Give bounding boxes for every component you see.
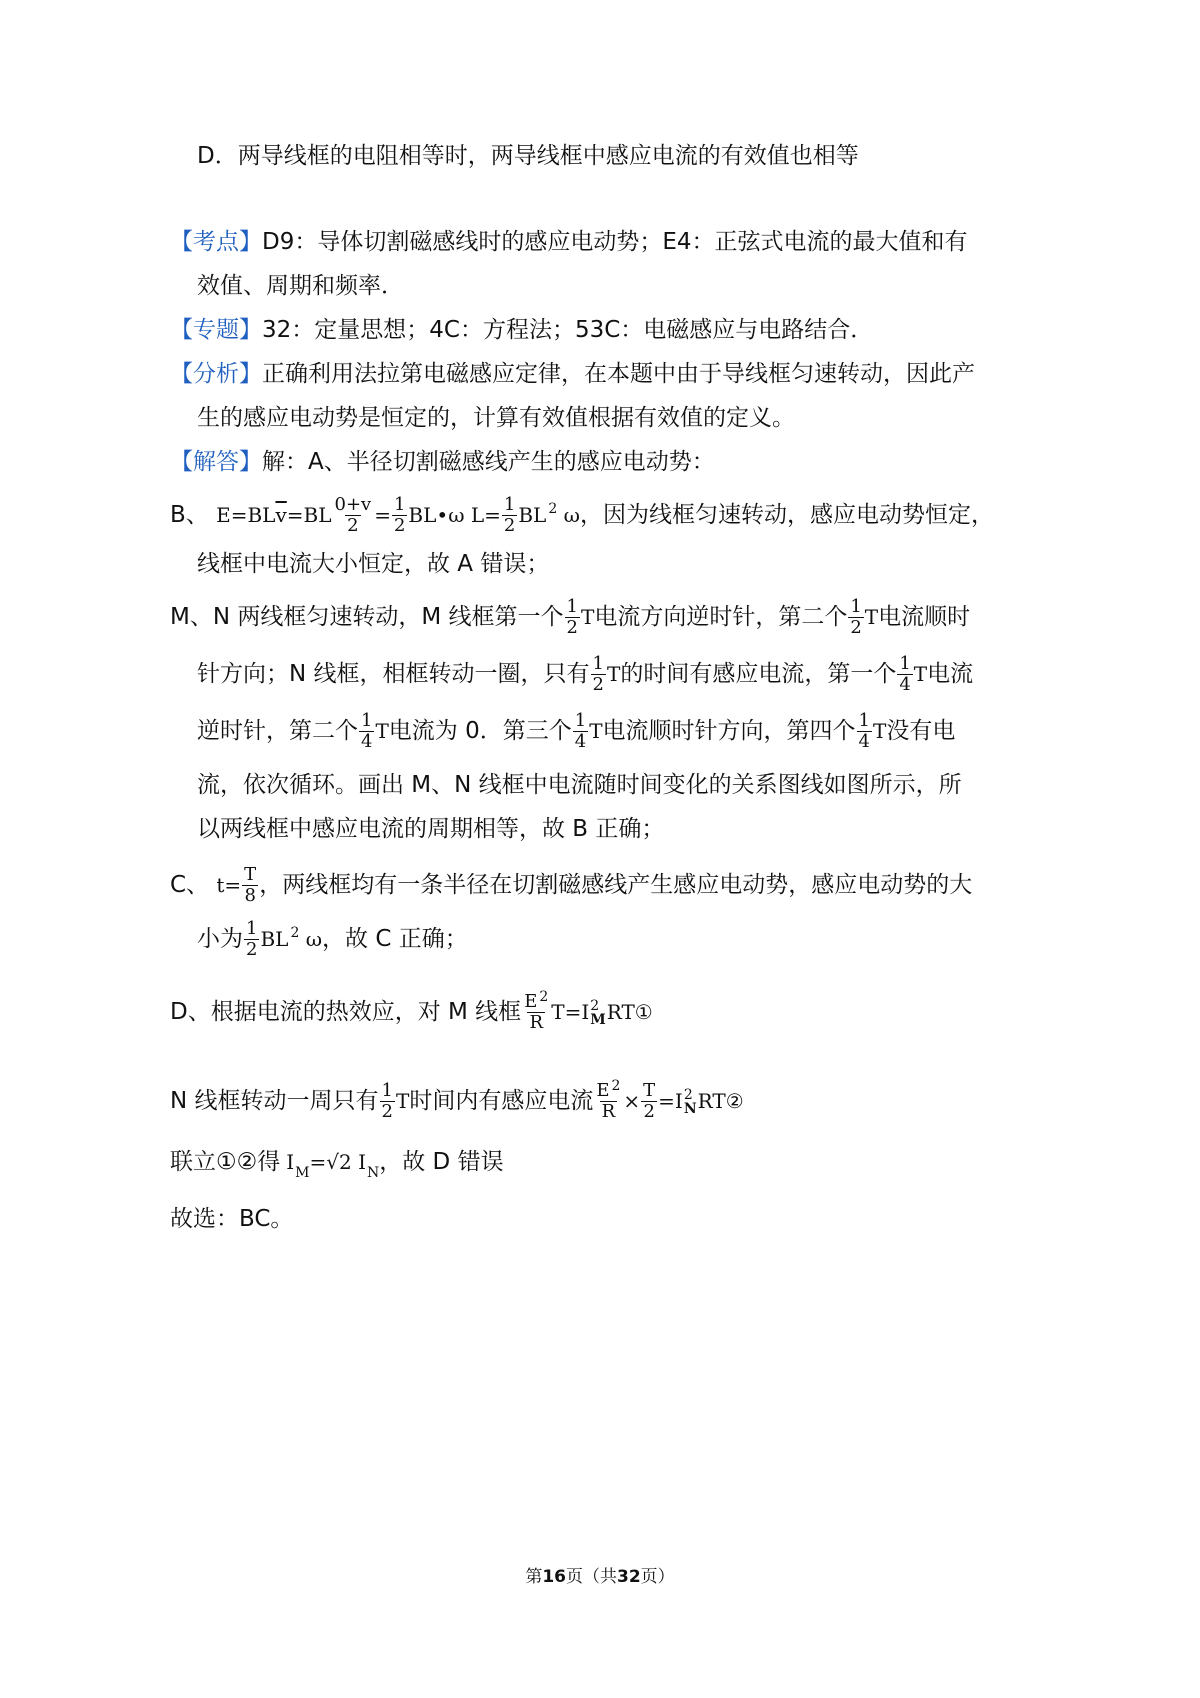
frac-den: 8 [244,885,256,906]
kaodian-tag: 【考点】 [170,229,262,255]
mn-text-8: 电流为 0．第三个 [388,718,572,744]
frac-den: R [529,1012,543,1033]
period-symbol: T [873,719,887,743]
n-mid: 时间内有感应电流 [409,1088,594,1114]
frac-den: 2 [246,939,258,960]
b-fraction-3-den: 2 [503,515,516,536]
b-formula-vbar: $\overline{v}$ [275,503,287,527]
b-formula-eq2: = [374,503,391,527]
c-prefix: C、 [170,872,210,898]
lianli-post: ，故 D 错误 [379,1149,504,1175]
frac-den: 2 [592,674,604,695]
c-t-eq: t= [216,873,242,897]
b-text-2: 线框中电流大小恒定，故 A 错误； [197,551,550,577]
fenxi-text-1: 正确利用法拉第电磁感应定律，在本题中由于导线框匀速转动，因此产 [262,361,975,387]
b-fraction-1-num: 0+v [334,494,372,515]
mn-text-7: 逆时针，第二个 [197,718,358,744]
n-fraction-half [380,1082,395,1121]
mn-text-6: 电流 [927,661,974,687]
frac-num: 1 [899,653,911,674]
n-tail: RT② [697,1089,744,1113]
lianli-i1: I [286,1150,295,1174]
period-symbol: T [395,1089,410,1113]
n-text: N 线框转动一周只有 [170,1088,379,1114]
n-times: × [623,1089,641,1113]
sup: 2 [683,1086,693,1103]
kaodian-text-1: D9：导体切割磁感线时的感应电动势；E4：正弦式电流的最大值和有 [262,229,968,255]
d-line [170,989,653,1033]
c-square: 2 [290,925,300,941]
mn-fraction-half-2 [848,598,863,637]
frac-num-e: E [596,1080,610,1101]
mn-fraction-quarter-2 [359,712,374,751]
fenxi-text-2: 生的感应电动势是恒定的，计算有效值根据有效值的定义。 [197,405,795,431]
footer-post: 页） [640,1567,675,1587]
jieda-tag: 【解答】 [170,449,262,475]
footer-page-number: 16 [542,1567,566,1587]
lianli-line [170,1146,504,1181]
b-fraction-2 [392,496,407,535]
c-text-1: ，两线框均有一条半径在切割磁感线产生感应电动势，感应电动势的大 [259,872,973,898]
sub: M [590,1011,606,1028]
n-i-sup-sub [684,1088,697,1116]
lianli-sub-n: N [366,1165,380,1181]
mn-fraction-half-3 [591,655,606,694]
frac-num: 1 [850,596,862,617]
zhuanti-tag: 【专题】 [170,317,262,343]
b-formula-lhs: E=BL [216,503,276,527]
b-fraction-2-den: 2 [393,515,406,536]
mn-text-line-4: 流，依次循环。画出 M、N 线框中电流随时间变化的关系图线如图所示，所 [197,772,962,798]
frac-den: 4 [858,731,870,752]
frac-num-sup: 2 [611,1078,621,1094]
c-fraction-half [244,920,259,959]
frac-den: R [601,1101,616,1122]
d-i-sup-sub [590,999,606,1027]
d-tail: RT① [606,1000,653,1024]
mn-fraction-half-1 [565,598,580,637]
lianli-pre: 联立①②得 [170,1149,281,1175]
mn-text-4: 针方向；N 线框，相框转动一圈，只有 [197,661,590,687]
mn-text-line-5: 以两线框中感应电流的周期相等，故 B 正确； [197,816,665,842]
c-fraction-t-over-8 [242,866,258,905]
b-formula-bl: BL [518,503,547,527]
b-fraction-3-num: 1 [503,494,516,515]
b-line-1 [170,496,994,535]
b-prefix: B、 [170,502,209,528]
frac-den: 2 [850,617,862,638]
c-omega: ω [299,927,323,951]
sup: 2 [590,997,600,1014]
mn-text-10: 没有电 [886,718,956,744]
b-formula-mid: BL•ω L= [408,503,501,527]
frac-num: 1 [361,710,373,731]
lianli-sub-m: M [295,1165,310,1181]
c-line-2 [197,920,468,959]
b-fraction-1 [333,496,374,535]
d-fraction-e2-over-r [522,989,550,1033]
footer-total-pages: 32 [617,1567,641,1587]
zhuanti-text: 32：定量思想；4C：方程法；53C：电磁感应与电路结合． [262,317,874,343]
footer-mid: 页（共 [566,1567,617,1587]
frac-num: T [244,864,257,885]
footer-pre: 第 [525,1567,543,1587]
mn-line-3 [197,712,955,751]
frac-num: T [643,1080,656,1101]
b-fraction-2-num: 1 [393,494,406,515]
frac-num: 1 [574,710,587,731]
c-text-pre: 小为 [197,926,243,952]
b-formula-square: 2 [548,501,558,517]
n-fraction-t-over-2 [641,1082,657,1121]
frac-num: 1 [246,918,258,939]
b-formula-eq1: =BL [286,503,332,527]
frac-num-sup: 2 [539,989,549,1005]
mn-fraction-quarter-4 [857,712,872,751]
frac-num: 1 [858,710,870,731]
frac-den: 2 [643,1101,655,1122]
frac-num [522,989,550,1012]
frac-num [594,1078,622,1101]
frac-den: 2 [566,617,578,638]
b-text-1: ，因为线框匀速转动，感应电动势恒定， [579,502,994,528]
mn-text-9: 电流顺时针方向，第四个 [602,718,856,744]
mn-line-1 [170,598,970,637]
sub: N [683,1100,697,1117]
b-fraction-1-den: 2 [347,515,359,536]
period-symbol: T [913,662,928,686]
mn-line-2 [197,655,973,694]
mn-text-2: 电流方向逆时针，第二个 [594,604,848,630]
answer-line: 故选：BC。 [170,1206,294,1232]
n-eq: =I [658,1089,683,1113]
mn-fraction-quarter-3 [573,712,588,751]
jieda-line [170,446,715,478]
period-symbol: T [864,605,879,629]
frac-den: 2 [381,1101,393,1122]
c-line-1 [170,866,972,905]
frac-den: 4 [361,731,373,752]
c-bl: BL [260,927,289,951]
frac-num-e: E [524,991,538,1012]
fenxi-line-1 [170,358,975,390]
b-fraction-3 [502,496,517,535]
fenxi-tag: 【分析】 [170,361,262,387]
lianli-eq: =√2 I [309,1150,366,1174]
frac-num: 1 [566,596,578,617]
period-symbol: T [580,605,595,629]
page-footer [0,1562,1200,1587]
option-d: D．两导线框的电阻相等时，两导线框中感应电流的有效值也相等 [197,143,859,169]
period-symbol: T [589,719,603,743]
kaodian-line-1 [170,226,968,258]
mn-text-5: 的时间有感应电流，第一个 [620,661,897,687]
jieda-text: 解：A、半径切割磁感线产生的感应电动势： [262,449,715,475]
b-formula-omega: ω [557,503,580,527]
c-text-2: ，故 C 正确； [322,926,468,952]
frac-num: 1 [381,1080,393,1101]
frac-num: 1 [592,653,604,674]
kaodian-text-2: 效值、周期和频率． [197,273,404,299]
period-symbol: T [375,719,389,743]
mn-fraction-quarter-1 [897,655,912,694]
d-eq: T=I [551,1000,590,1024]
zhuanti-line [170,314,873,346]
mn-text-3: 电流顺时 [878,604,971,630]
mn-text-1: M、N 两线框匀速转动，M 线框第一个 [170,604,564,630]
n-fraction-e2-over-r [594,1078,622,1122]
frac-den: 4 [574,731,587,752]
d-text: D、根据电流的热效应，对 M 线框 [170,999,522,1025]
period-symbol: T [606,662,621,686]
n-line [170,1078,744,1122]
frac-den: 4 [899,674,911,695]
